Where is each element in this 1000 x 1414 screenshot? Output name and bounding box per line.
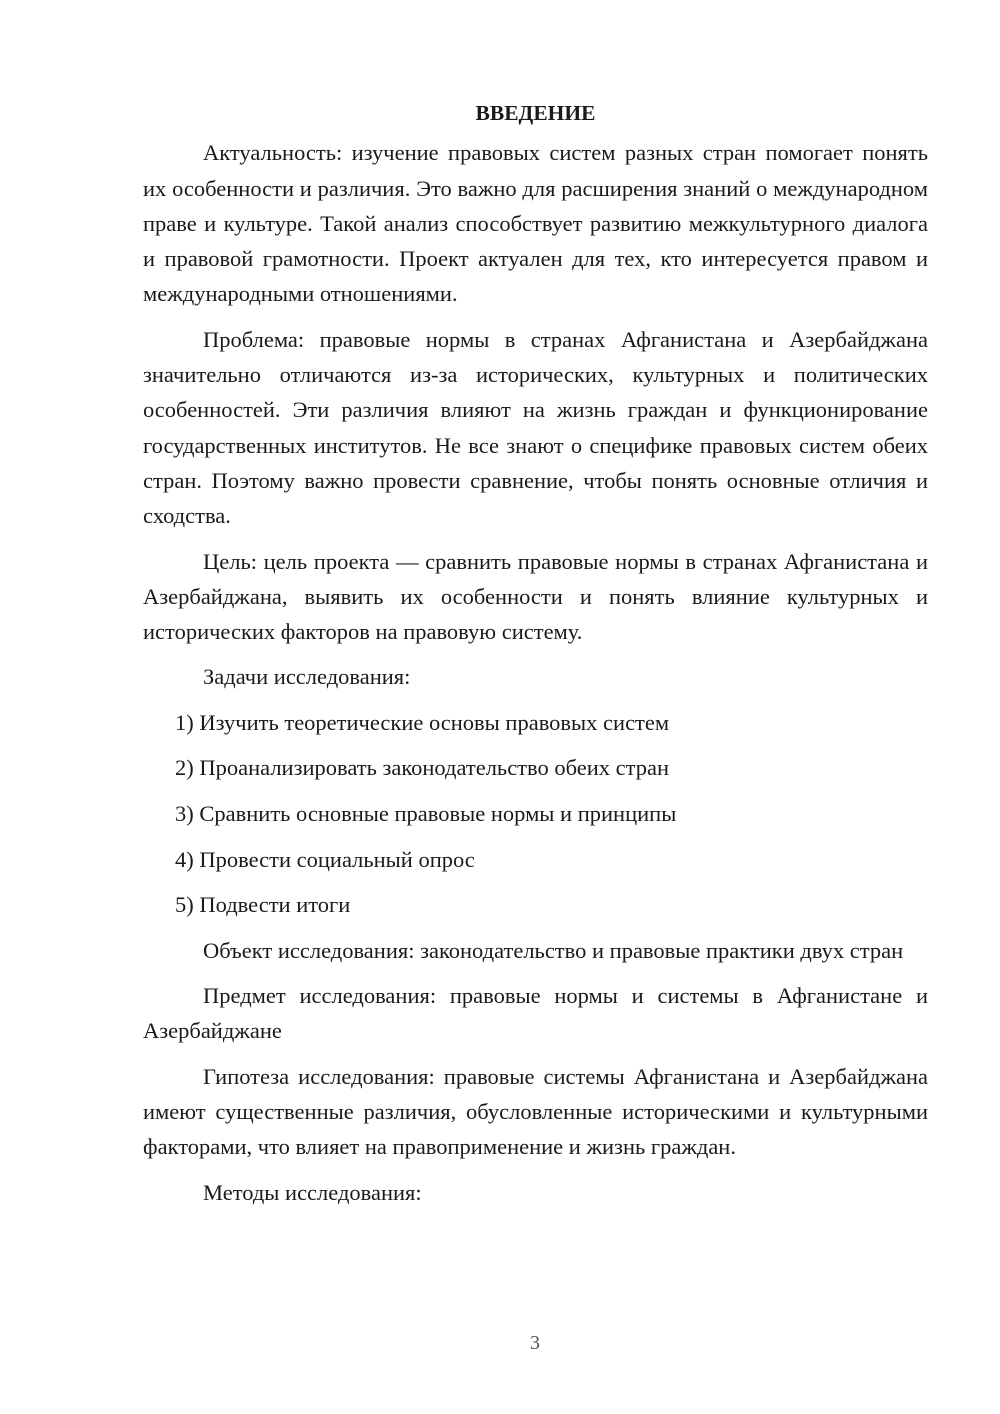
methods-heading: Методы исследования: xyxy=(203,1179,422,1205)
relevance-paragraph: Актуальность: изучение правовых систем разных стран помогает понять их особенности и различия. Это важно для расширения знаний о международном праве и культуре. Такой анализ способствует развитию межкультурного диалога и правовой грамотности. Проект актуален для тех, кто интересуется правом и международными отношениями. xyxy=(143,140,928,307)
problem-paragraph: Проблема: правовые нормы в странах Афганистана и Азербайджана значительно отличаются из-за исторических, культурных и политических особенностей. Эти различия влияют на жизнь граждан и функционирование государственных институтов. Не все знают о специфике правовых систем обеих стран. Поэтому важно провести сравнение, чтобы понять основные отличия и сходства. xyxy=(143,326,928,529)
task-item: 5) Подвести итоги xyxy=(175,892,351,918)
subject-paragraph: Предмет исследования: правовые нормы и системы в Афганистане и Азербайджане xyxy=(143,983,928,1044)
goal-paragraph: Цель: цель проекта — сравнить правовые нормы в странах Афганистана и Азербайджана, выявить их особенности и понять влияние культурных и исторических факторов на правовую систему. xyxy=(143,548,928,645)
task-item: 1) Изучить теоретические основы правовых систем xyxy=(175,709,670,735)
hypothesis-paragraph: Гипотеза исследования: правовые системы Афганистана и Азербайджана имеют существенные различия, обусловленные историческими и культурными факторами, что влияет на правоприменение и жизнь граждан. xyxy=(143,1063,928,1160)
task-item: 3) Сравнить основные правовые нормы и принципы xyxy=(175,800,677,826)
tasks-list xyxy=(143,705,928,923)
tasks-heading: Задачи исследования: xyxy=(203,664,411,690)
task-item: 2) Проанализировать законодательство обеих стран xyxy=(175,755,670,781)
document-page xyxy=(143,96,928,1210)
task-item: 4) Провести социальный опрос xyxy=(175,846,475,872)
section-title: ВВЕДЕНИЕ xyxy=(475,101,596,125)
object-paragraph: Объект исследования: законодательство и правовые практики двух стран xyxy=(203,937,904,963)
page-number: 3 xyxy=(530,1332,540,1354)
